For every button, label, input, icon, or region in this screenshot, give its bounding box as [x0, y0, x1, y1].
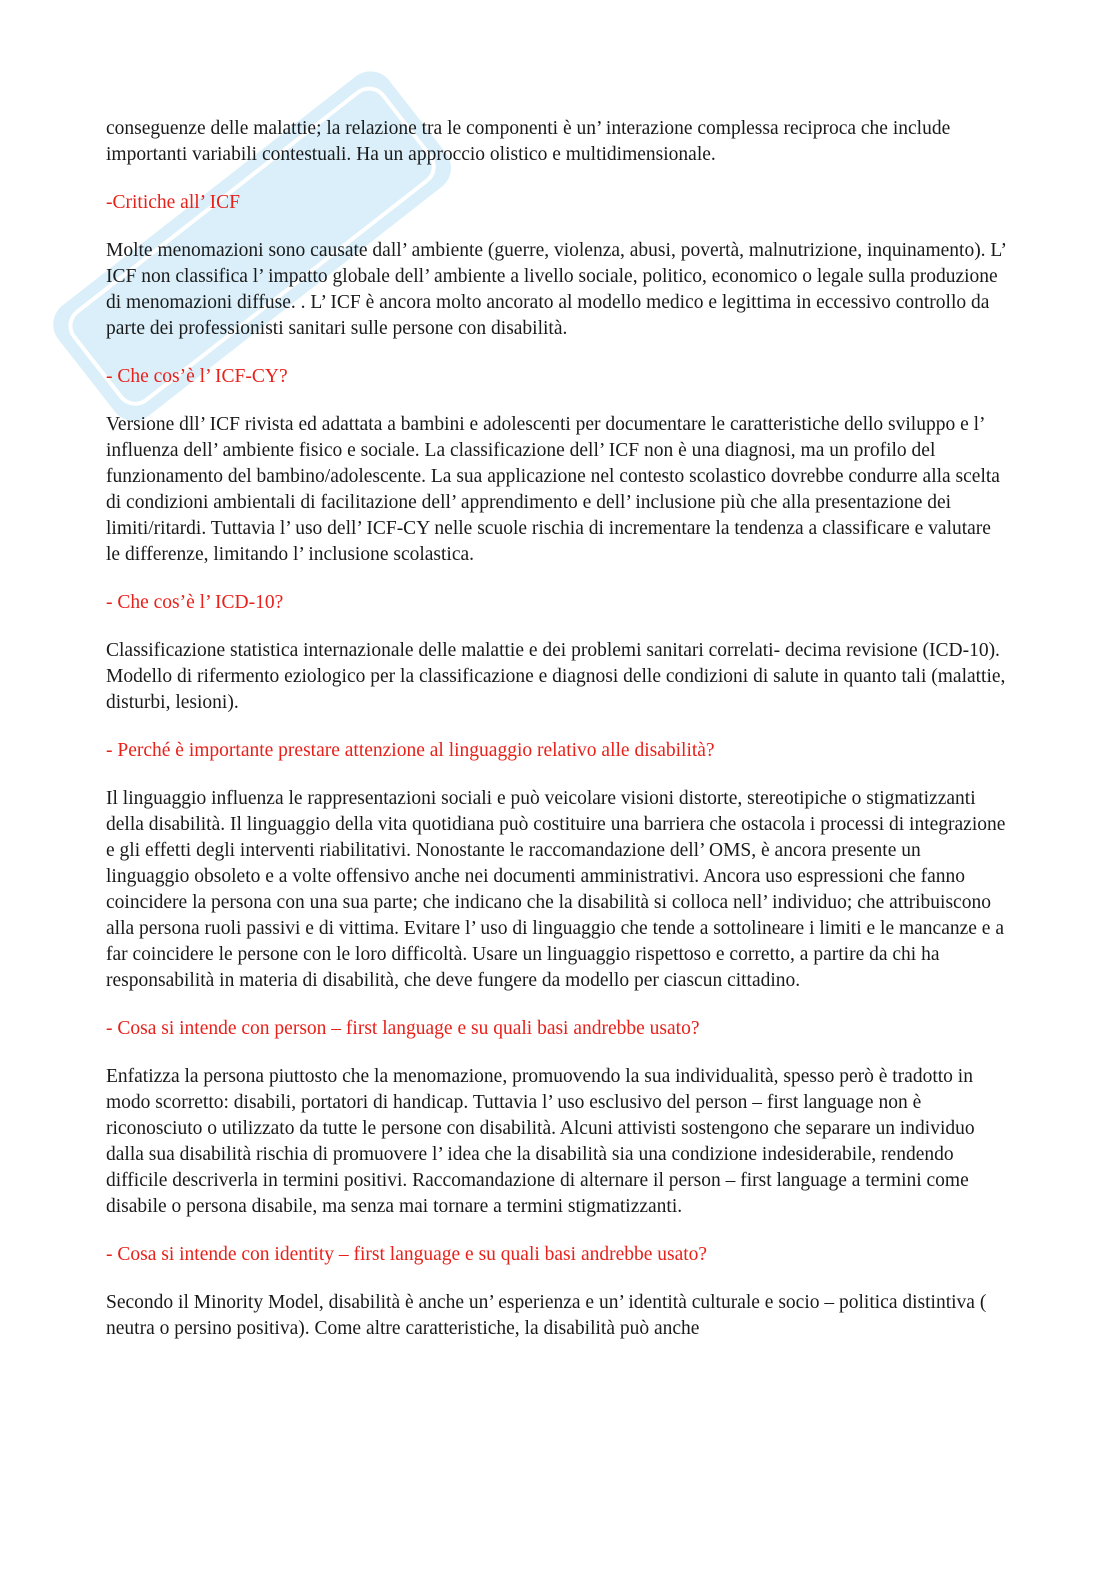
paragraph-text: Classificazione statistica internazionale delle malattie e dei problemi sanitari correlati- decima revisione (ICD-10). Modello di rifermento eziologico per la classificazione e diagnosi delle condizioni di salute in quanto tali (malattie, disturbi, lesioni).: [106, 640, 1006, 713]
paragraph-text: Molte menomazioni sono causate dall’ ambiente (guerre, violenza, abusi, povertà, malnutrizione, inquinamento). L’ ICF non classifica l’ impatto globale dell’ ambiente a livello sociale, politico, economico o legale sulla produzione di menomazioni diffuse. . L’ ICF è ancora molto ancorato al modello medico e legittima in eccessivo controllo da parte dei professionisti sanitari sulle persone con disabilità.: [106, 240, 1006, 339]
section-heading: - Che cos’è l’ ICD-10?: [106, 592, 284, 613]
paragraph-text: Versione dll’ ICF rivista ed adattata a bambini e adolescenti per documentare le caratteristiche dello sviluppo e l’ influenza dell’ ambiente fisico e sociale. La classificazione dell’ ICF non è una diagnosi, ma un profilo del funzionamento del bambino/adolescente. La sua applicazione nel contesto scolastico dovrebbe condurre alla scelta di condizioni ambientali di facilitazione dell’ apprendimento e dell’ inclusione più che alla presentazione dei limiti/ritardi. Tuttavia l’ uso dell’ ICF-CY nelle scuole rischia di incrementare la tendenza a classificare e valutare le differenze, limitando l’ inclusione scolastica.: [106, 414, 1000, 565]
paragraph-text: Enfatizza la persona piuttosto che la menomazione, promuovendo la sua individualità, spesso però è tradotto in modo scorretto: disabili, portatori di handicap. Tuttavia l’ uso esclusivo del person – first language non è riconosciuto o utilizzato da tutte le persone con disabilità. Alcuni attivisti sostengono che separare un individuo dalla sua disabilità rischia di promuovere l’ idea che la disabilità sia una condizione indesiderabile, rendendo difficile descriverla in termini positivi. Raccomandazione di alternare il person – first language a termini come disabile o persona disabile, ma senza mai tornare a termini stigmatizzanti.: [106, 1066, 975, 1217]
paragraph-text: conseguenze delle malattie; la relazione tra le componenti è un’ interazione complessa reciproca che include importanti variabili contestuali. Ha un approccio olistico e multidimensionale.: [106, 118, 951, 165]
section-heading: -Critiche all’ ICF: [106, 192, 240, 213]
section-heading: - Cosa si intende con identity – first language e su quali basi andrebbe usato?: [106, 1244, 708, 1265]
paragraph-text: Secondo il Minority Model, disabilità è anche un’ esperienza e un’ identità culturale e socio – politica distintiva ( neutra o persino positiva). Come altre caratteristiche, la disabilità può anche: [106, 1292, 987, 1339]
section-heading: - Perché è importante prestare attenzione al linguaggio relativo alle disabilità?: [106, 740, 715, 761]
section-heading: - Che cos’è l’ ICF-CY?: [106, 366, 288, 387]
paragraph-text: Il linguaggio influenza le rappresentazioni sociali e può veicolare visioni distorte, stereotipiche o stigmatizzanti della disabilità. Il linguaggio della vita quotidiana può costituire una barriera che ostacola i processi di integrazione e gli effetti degli interventi riabilitativi. Nonostante le raccomandazione dell’ OMS, è ancora presente un linguaggio obsoleto e a volte offensivo anche nei documenti amministrativi. Ancora uso espressioni che fanno coincidere la persona con una sua parte; che indicano che la disabilità si colloca nell’ individuo; che attribuiscono alla persona ruoli passivi e di vittima. Evitare l’ uso di linguaggio che tende a sottolineare i limiti e le mancanze e a far coincidere le persone con le loro difficoltà. Usare un linguaggio rispettoso e corretto, a partire da chi ha responsabilità in materia di disabilità, che deve fungere da modello per ciascun cittadino.: [106, 788, 1006, 991]
section-heading: - Cosa si intende con person – first language e su quali basi andrebbe usato?: [106, 1018, 700, 1039]
document-page: [106, 116, 1006, 1364]
